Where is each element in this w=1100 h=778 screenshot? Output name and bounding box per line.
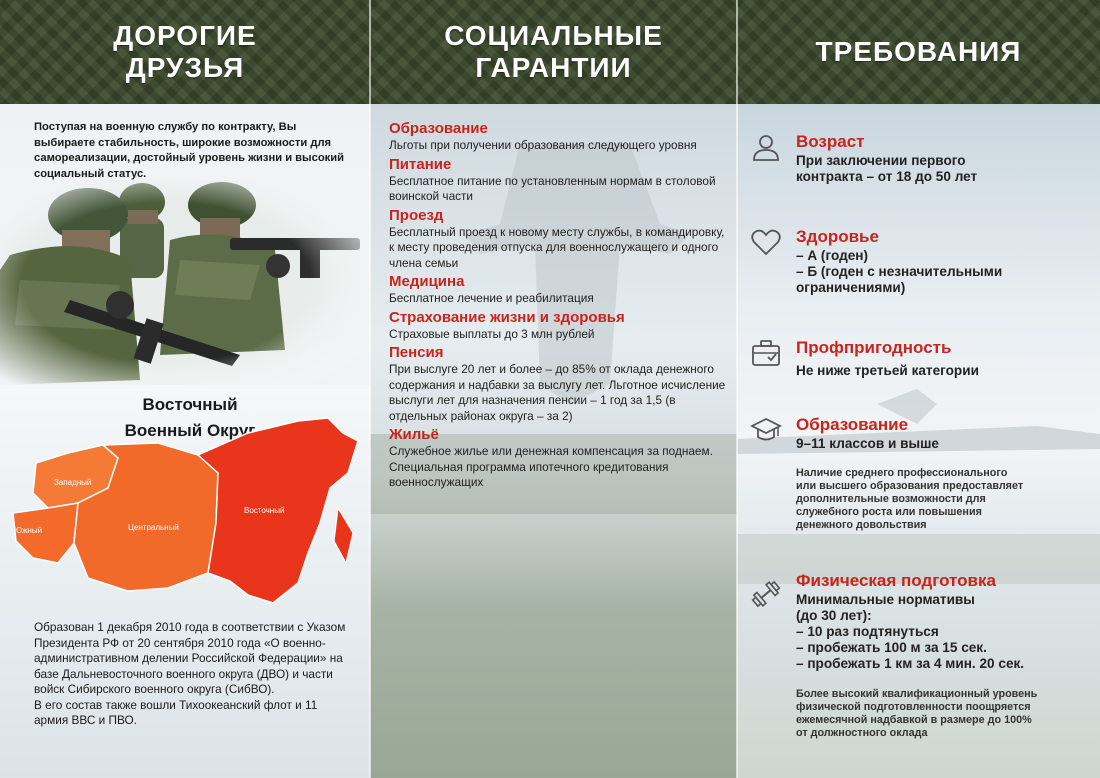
requirement-note-line: дополнительные возможности для xyxy=(796,493,986,505)
column-divider xyxy=(369,0,371,778)
social-title-line2: ГАРАНТИИ xyxy=(475,52,632,83)
benefit-title: Жильё xyxy=(389,426,439,443)
benefit-title: Образование xyxy=(389,120,488,137)
requirement-title: Профпригодность xyxy=(796,338,952,357)
requirement-title: Здоровье xyxy=(796,227,879,246)
requirement-title: Возраст xyxy=(796,132,865,151)
dumbbell-icon xyxy=(750,578,782,610)
benefit-item-travel xyxy=(389,206,729,272)
requirement-note-line: физической подготовленности поощряется xyxy=(796,701,1031,713)
requirement-age xyxy=(750,131,1080,191)
requirement-title: Физическая подготовка xyxy=(796,571,996,590)
requirement-note-line: денежного довольствия xyxy=(796,519,927,531)
requirement-text-line: контракта – от 18 до 50 лет xyxy=(796,169,978,184)
benefit-title: Пенсия xyxy=(389,344,444,361)
benefit-item-food xyxy=(389,155,729,205)
benefit-title: Медицина xyxy=(389,273,465,290)
requirements-title: ТРЕБОВАНИЯ xyxy=(815,36,1022,67)
requirement-text-line: – пробежать 1 км за 4 мин. 20 сек. xyxy=(796,656,1025,671)
requirement-text-line: – Б (годен с незначительными xyxy=(796,264,1003,279)
founded-text-2: В его состав также вошли Тихоокеанский флот и 11 армия ВВС и ПВО. xyxy=(34,697,318,727)
briefcase-icon xyxy=(750,337,782,369)
social-title-line1: СОЦИАЛЬНЫЕ xyxy=(444,20,663,51)
requirement-health xyxy=(750,226,1080,301)
benefit-item-housing xyxy=(389,425,729,491)
benefit-title: Питание xyxy=(389,155,452,173)
okrug-title-line1: Восточный xyxy=(142,395,238,414)
benefit-text: Бесплатное лечение и реабилитация xyxy=(389,291,594,305)
requirements-header xyxy=(737,0,1100,104)
requirement-text-line: ограничениями) xyxy=(796,280,906,295)
requirement-text-line: – пробежать 100 м за 15 сек. xyxy=(796,640,987,655)
intro-text: Поступая на военную службу по контракту, Вы выбираете стабильность, широкие возможности для самореализации, достойный уровень жизни и высокий социальный статус. xyxy=(34,121,345,180)
friends-title-line1: ДОРОГИЕ xyxy=(113,20,257,51)
map-label-central: Центральный xyxy=(128,523,179,532)
requirement-note-line: от должностного оклада xyxy=(796,727,928,739)
founded-text-block xyxy=(34,620,354,729)
benefit-title: Проезд xyxy=(389,206,444,224)
benefit-item-education xyxy=(389,119,729,154)
heart-icon xyxy=(750,226,782,258)
benefit-text: Бесплатный проезд к новому месту службы, в командировку, к месту проведения отпуска для военнослужащего и одного члена семьи xyxy=(389,224,725,270)
requirement-education xyxy=(750,414,1080,534)
map-label-west: Западный xyxy=(54,478,92,487)
okrug-title-line2: Военный Округ xyxy=(124,421,256,440)
benefit-text: Страховые выплаты до 3 млн рублей xyxy=(389,326,595,341)
friends-header xyxy=(0,0,370,104)
requirement-text-line: – А (годен) xyxy=(796,248,868,263)
benefit-item-pension xyxy=(389,343,729,424)
requirement-note-line: служебного роста или повышения xyxy=(796,506,982,518)
requirement-note-line: или высшего образования предоставляет xyxy=(796,480,1024,492)
requirement-note-line: Наличие среднего профессионального xyxy=(796,467,1008,479)
benefit-item-insurance xyxy=(389,308,729,343)
requirement-text-line: (до 30 лет): xyxy=(796,608,872,623)
friends-title-line2: ДРУЗЬЯ xyxy=(125,52,245,83)
benefits-list xyxy=(389,119,729,492)
requirement-text-line: При заключении первого xyxy=(796,153,966,168)
benefit-text: Бесплатное питание по установленным нормам в столовой воинской части xyxy=(389,173,716,203)
requirement-note-line: ежемесячной надбавкой в размере до 100% xyxy=(796,714,1032,726)
benefit-text: Льготы при получении образования следующего уровня xyxy=(389,138,697,152)
benefit-text: При выслуге 20 лет и более – до 85% от оклада денежного содержания и надбавки за выслугу лет. Льготное исчисление выслуги лет для назначения пенсии – 1 год за 1,5 (в отдельных районах округа – за 2) xyxy=(389,362,726,423)
benefit-item-medicine xyxy=(389,272,729,307)
russia-map xyxy=(8,413,363,613)
requirement-title: Образование xyxy=(796,415,909,434)
social-header xyxy=(370,0,737,104)
founded-text: Образован 1 декабря 2010 года в соответствии с Указом Президента РФ от 20 сентября 2010 года «О военно-административном делении Российской Федерации» на базе Дальневосточного военного округа (ДВО) и части войск Сибирского военного округа (СибВО). xyxy=(34,620,346,696)
requirement-aptitude xyxy=(750,337,1080,382)
column-divider xyxy=(736,0,738,778)
map-label-east: Восточный xyxy=(244,506,285,515)
requirement-note-line: Более высокий квалификационный уровень xyxy=(796,688,1038,700)
map-label-south: Южный xyxy=(14,526,43,535)
requirement-text-line: 9–11 классов и выше xyxy=(796,436,939,451)
requirement-text-line: Не ниже третьей категории xyxy=(796,363,979,378)
graduation-cap-icon xyxy=(750,414,782,446)
benefit-title: Страхование жизни и здоровья xyxy=(389,308,625,326)
requirement-text-line: – 10 раз подтянуться xyxy=(796,624,939,639)
soldiers-image xyxy=(0,180,370,385)
benefit-text: Служебное жилье или денежная компенсация за поднаем. Специальная программа ипотечного кредитования военнослужащих xyxy=(389,444,713,489)
person-icon xyxy=(750,131,782,163)
requirement-fitness xyxy=(750,570,1080,745)
requirement-text-line: Минимальные нормативы xyxy=(796,592,975,607)
column-friends xyxy=(0,0,370,778)
